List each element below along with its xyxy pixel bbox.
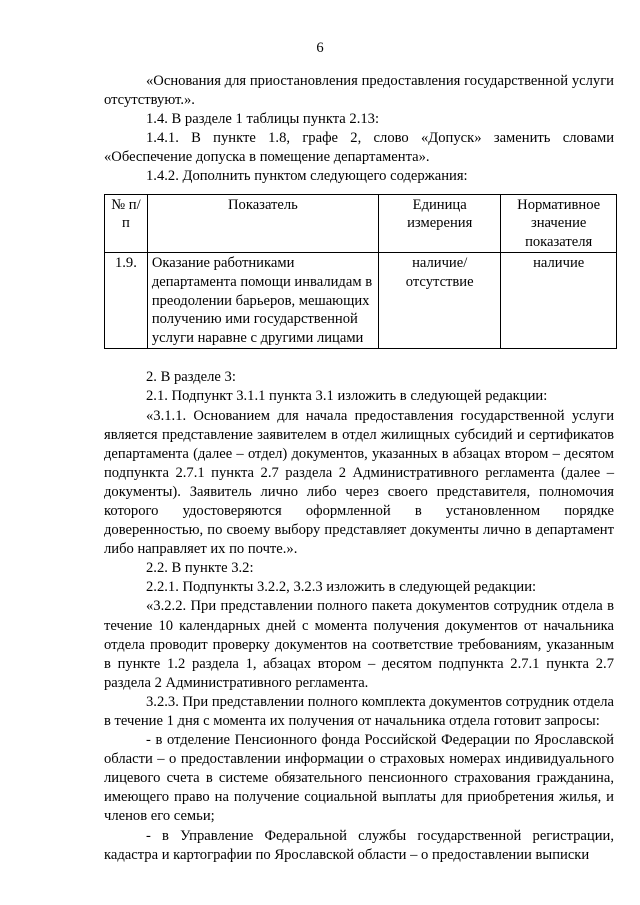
page-number: 6	[316, 40, 324, 56]
cell-number: 1.9.	[105, 253, 148, 349]
header-number: № п/п	[105, 194, 148, 253]
indicator-table	[104, 194, 617, 350]
header-norm: Нормативное значение показателя	[501, 194, 617, 253]
paragraph: «Основания для приостановления предоставления государственной услуги отсутствуют.».	[104, 73, 614, 109]
table-row	[105, 253, 617, 349]
paragraph: - в Управление Федеральной службы государственной регистрации, кадастра и картографии по Ярославской области – о предоставлении выписки	[104, 827, 614, 863]
paragraph: 2.1. Подпункт 3.1.1 пункта 3.1 изложить в следующей редакции:	[146, 388, 548, 405]
paragraph: 2.2. В пункте 3.2:	[146, 560, 254, 577]
paragraph: 1.4. В разделе 1 таблицы пункта 2.13:	[146, 111, 379, 128]
paragraph: 3.2.3. При представлении полного комплекта документов сотрудник отдела в течение 1 дня с момента их получения от начальника отдела готовит запросы:	[104, 693, 614, 729]
paragraph: «3.2.2. При представлении полного пакета документов сотрудник отдела в течение 10 календарных дней с момента получения документов от начальника отдела проводит проверку документов на соответствие требованиям, указанным в пункте 1.2 раздела 1, абзацах втором – десятом подпункта 2.7.1 пункта 2.7 раздела 2 Административного регламента.	[104, 598, 614, 691]
cell-norm: наличие	[501, 253, 617, 349]
header-unit: Единица измерения	[379, 194, 501, 253]
paragraph: - в отделение Пенсионного фонда Российской Федерации по Ярославской области – о предоставлении информации о страховых номерах индивидуального лицевого счета в системе обязательного пенсионного страхования гражданина, имеющего право на получение социальной выплаты для приобретения жилья, и членов его семьи;	[104, 732, 614, 825]
paragraph: 2. В разделе 3:	[146, 369, 236, 386]
paragraph: 1.4.2. Дополнить пунктом следующего содержания:	[146, 168, 468, 185]
paragraph: «3.1.1. Основанием для начала предоставления государственной услуги является представление заявителем в отдел жилищных субсидий и сертификатов департамента (далее – отдел) документов, указанных в абзацах втором – десятом подпункта 2.7.1 пункта 2.7 раздела 2 Административного регламента (далее – документы). Заявитель лично либо через своего представителя, полномочия которого удостоверяются оформленной в установленном порядке доверенностью, по своему выбору представляет документы лично в департамент либо направляет их по почте.».	[104, 407, 614, 558]
cell-unit: наличие/ отсутствие	[379, 253, 501, 349]
cell-indicator: Оказание работниками департамента помощи инвалидам в преодолении барьеров, мешающих получению ими государственной услуги наравне с другими лицами	[147, 253, 378, 349]
table-header-row	[105, 194, 617, 253]
paragraph: 2.2.1. Подпункты 3.2.2, 3.2.3 изложить в следующей редакции:	[146, 579, 537, 596]
document-body	[104, 72, 614, 865]
header-indicator: Показатель	[147, 194, 378, 253]
paragraph: 1.4.1. В пункте 1.8, графе 2, слово «Допуск» заменить словами «Обеспечение допуска в помещение департамента».	[104, 130, 614, 166]
